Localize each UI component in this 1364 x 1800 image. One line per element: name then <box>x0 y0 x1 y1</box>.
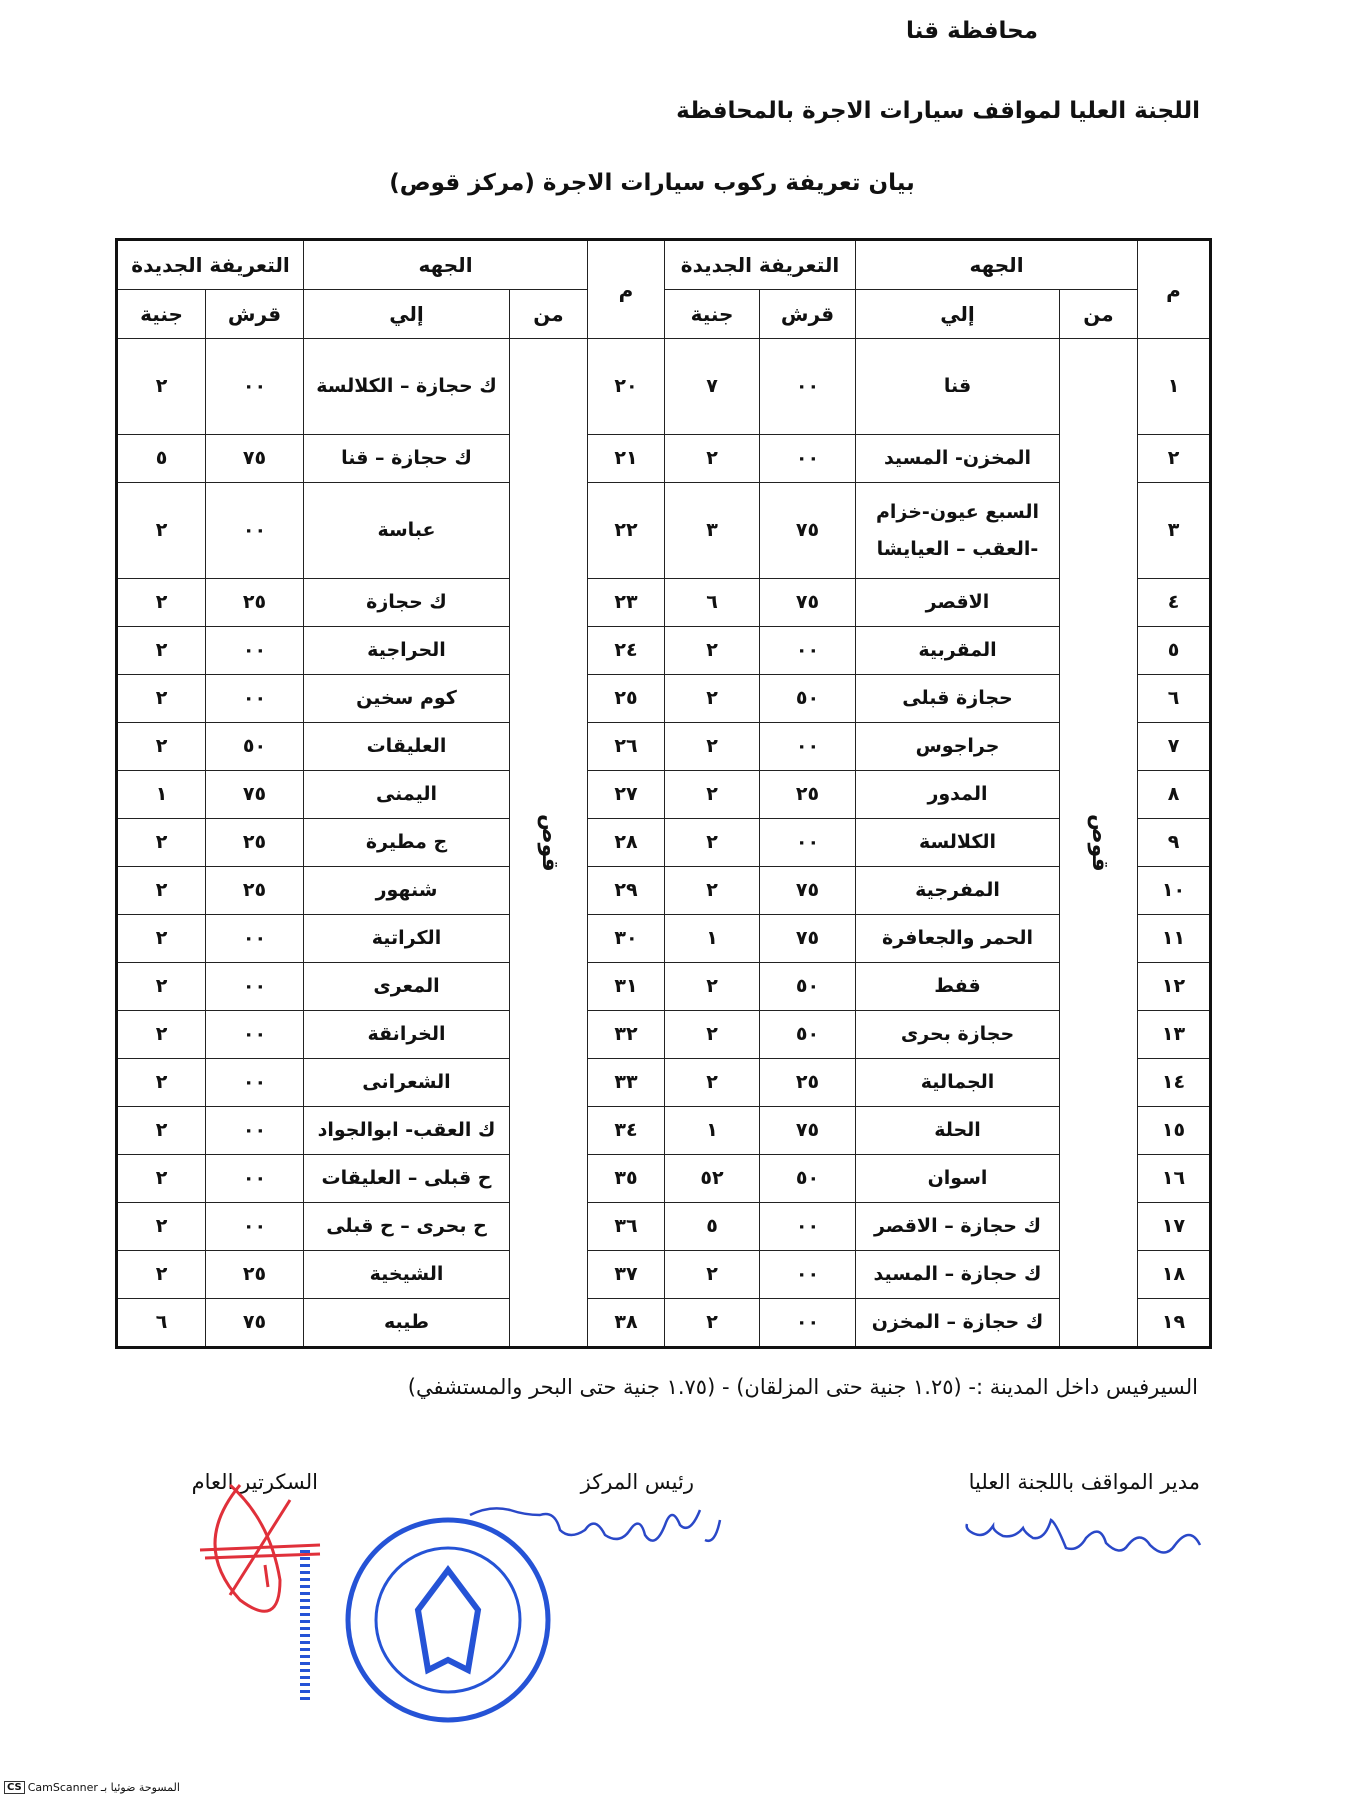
from-value: قوص <box>1086 813 1112 872</box>
fare-pound: ٢ <box>117 867 206 915</box>
destination: الشيخية <box>304 1251 510 1299</box>
fare-table-body <box>117 339 1211 1348</box>
row-number: ٣٢ <box>588 1011 665 1059</box>
fare-pound: ٢ <box>665 1299 760 1348</box>
fare-piaster: ٠٠ <box>760 627 856 675</box>
destination: ك حجازة – الكلالسة <box>304 339 510 435</box>
destination: الجمالية <box>856 1059 1060 1107</box>
row-number: ٧ <box>1138 723 1211 771</box>
destination: الحراجية <box>304 627 510 675</box>
fare-pound: ٥ <box>117 435 206 483</box>
row-number: ٣٧ <box>588 1251 665 1299</box>
table-row <box>117 579 1211 627</box>
destination: طيبه <box>304 1299 510 1348</box>
table-row <box>117 819 1211 867</box>
fare-piaster: ٢٥ <box>760 771 856 819</box>
fare-piaster: ٠٠ <box>760 1203 856 1251</box>
fare-pound: ٢ <box>665 675 760 723</box>
fare-pound: ٢ <box>117 483 206 579</box>
row-number: ٣٨ <box>588 1299 665 1348</box>
row-number: ٢ <box>1138 435 1211 483</box>
row-number: ٢٢ <box>588 483 665 579</box>
fare-piaster: ٠٠ <box>206 1155 304 1203</box>
destination: حجازة بحرى <box>856 1011 1060 1059</box>
fare-pound: ٢ <box>117 627 206 675</box>
fare-pound: ٥ <box>665 1203 760 1251</box>
destination: ك حجازة – قنا <box>304 435 510 483</box>
destination: اليمنى <box>304 771 510 819</box>
destination: المفرجية <box>856 867 1060 915</box>
destination: شنهور <box>304 867 510 915</box>
destination: الكلالسة <box>856 819 1060 867</box>
row-number: ١٨ <box>1138 1251 1211 1299</box>
document-title-text: بيان تعريفة ركوب سيارات الاجرة (مركز قوص) <box>389 170 915 196</box>
fare-pound: ٢ <box>665 1011 760 1059</box>
row-number: ٣ <box>1138 483 1211 579</box>
destination: الكراتية <box>304 915 510 963</box>
row-number: ٢٣ <box>588 579 665 627</box>
fare-pound: ٢ <box>117 675 206 723</box>
table-row <box>117 723 1211 771</box>
header-new-fare: التعريفة الجديدة <box>665 240 856 290</box>
destination: ك حجازة – الاقصر <box>856 1203 1060 1251</box>
destination: حجازة قبلى <box>856 675 1060 723</box>
row-number: ١٠ <box>1138 867 1211 915</box>
table-row <box>117 1059 1211 1107</box>
destination: المعرى <box>304 963 510 1011</box>
destination: المقربية <box>856 627 1060 675</box>
destination: جراجوس <box>856 723 1060 771</box>
destination: الاقصر <box>856 579 1060 627</box>
fare-piaster: ٧٥ <box>206 1299 304 1348</box>
manager-signature <box>967 1520 1200 1553</box>
destination: المدور <box>856 771 1060 819</box>
table-row <box>117 915 1211 963</box>
fare-piaster: ٠٠ <box>760 819 856 867</box>
fare-pound: ١ <box>117 771 206 819</box>
fare-piaster: ٥٠ <box>760 1155 856 1203</box>
fare-piaster: ٠٠ <box>206 1011 304 1059</box>
header-direction: الجهه <box>856 240 1138 290</box>
from-value: قوص <box>536 813 562 872</box>
table-row <box>117 483 1211 579</box>
fare-pound: ٢ <box>665 723 760 771</box>
row-number: ٤ <box>1138 579 1211 627</box>
destination: ك العقب- ابوالجواد <box>304 1107 510 1155</box>
row-number: ٢٥ <box>588 675 665 723</box>
destination: الخرانقة <box>304 1011 510 1059</box>
row-number: ١ <box>1138 339 1211 435</box>
fare-piaster: ٧٥ <box>760 915 856 963</box>
fare-pound: ٢ <box>117 819 206 867</box>
fare-piaster: ٠٠ <box>206 483 304 579</box>
row-number: ٣١ <box>588 963 665 1011</box>
fare-piaster: ٧٥ <box>760 579 856 627</box>
destination: ك حجازة – المخزن <box>856 1299 1060 1348</box>
signature-label-manager: مدير المواقف باللجنة العليا <box>968 1470 1200 1494</box>
fare-piaster: ٢٥ <box>206 579 304 627</box>
header-from: من <box>1060 290 1138 339</box>
official-stamp <box>305 1520 548 1720</box>
header-direction: الجهه <box>304 240 588 290</box>
destination: الحلة <box>856 1107 1060 1155</box>
fare-piaster: ٢٥ <box>206 819 304 867</box>
fare-pound: ٣ <box>665 483 760 579</box>
camscanner-app: CamScanner <box>27 1781 98 1794</box>
fare-pound: ٢ <box>665 819 760 867</box>
row-number: ٦ <box>1138 675 1211 723</box>
table-row <box>117 1155 1211 1203</box>
fare-piaster: ٠٠ <box>760 723 856 771</box>
row-number: ٢٦ <box>588 723 665 771</box>
destination: كوم سخين <box>304 675 510 723</box>
fare-table <box>115 238 1212 1349</box>
row-number: ٢٠ <box>588 339 665 435</box>
table-row <box>117 1107 1211 1155</box>
fare-pound: ٢ <box>117 1107 206 1155</box>
table-row <box>117 675 1211 723</box>
fare-piaster: ٠٠ <box>206 963 304 1011</box>
fare-piaster: ٠٠ <box>206 1203 304 1251</box>
destination: عباسة <box>304 483 510 579</box>
fare-piaster: ٠٠ <box>206 1059 304 1107</box>
document-title <box>0 170 1364 196</box>
fare-pound: ٢ <box>665 771 760 819</box>
row-number: ٢١ <box>588 435 665 483</box>
destination: الشعرانى <box>304 1059 510 1107</box>
row-number: ١٢ <box>1138 963 1211 1011</box>
row-number: ٣٦ <box>588 1203 665 1251</box>
fare-pound: ٢ <box>117 1203 206 1251</box>
fare-piaster: ٠٠ <box>206 675 304 723</box>
header-new-fare: التعريفة الجديدة <box>117 240 304 290</box>
fare-pound: ٢ <box>117 579 206 627</box>
row-number: ٣٥ <box>588 1155 665 1203</box>
fare-pound: ١ <box>665 915 760 963</box>
table-row <box>117 1011 1211 1059</box>
row-number: ٨ <box>1138 771 1211 819</box>
destination: ك حجازة – المسيد <box>856 1251 1060 1299</box>
fare-piaster: ٠٠ <box>206 339 304 435</box>
fare-piaster: ٠٠ <box>206 915 304 963</box>
fare-piaster: ٠٠ <box>760 1251 856 1299</box>
fare-piaster: ٢٥ <box>206 1251 304 1299</box>
destination: ك حجازة <box>304 579 510 627</box>
destination: العليقات <box>304 723 510 771</box>
row-number: ٣٠ <box>588 915 665 963</box>
fare-pound: ٧ <box>665 339 760 435</box>
row-number: ١٥ <box>1138 1107 1211 1155</box>
fare-piaster: ٧٥ <box>760 867 856 915</box>
fare-pound: ٦ <box>117 1299 206 1348</box>
signature-label-center-head: رئيس المركز <box>580 1470 694 1494</box>
fare-piaster: ٥٠ <box>760 963 856 1011</box>
fare-pound: ٢ <box>117 723 206 771</box>
signature-label-secretary: السكرتير العام <box>191 1470 318 1494</box>
header-piaster: قرش <box>206 290 304 339</box>
fare-piaster: ٠٠ <box>760 435 856 483</box>
fare-pound: ٢ <box>117 1155 206 1203</box>
fare-piaster: ٧٥ <box>760 1107 856 1155</box>
table-row <box>117 627 1211 675</box>
fare-pound: ٥٢ <box>665 1155 760 1203</box>
center-head-signature <box>470 1508 720 1541</box>
row-number: ١٣ <box>1138 1011 1211 1059</box>
fare-pound: ٢ <box>665 1059 760 1107</box>
row-number: ١٧ <box>1138 1203 1211 1251</box>
table-row <box>117 1203 1211 1251</box>
destination: قنا <box>856 339 1060 435</box>
row-number: ٩ <box>1138 819 1211 867</box>
row-number: ٢٤ <box>588 627 665 675</box>
governorate-heading: محافظة قنا <box>906 18 1038 44</box>
destination: الحمر والجعافرة <box>856 915 1060 963</box>
table-row <box>117 435 1211 483</box>
fare-piaster: ٧٥ <box>760 483 856 579</box>
row-number: ١٩ <box>1138 1299 1211 1348</box>
header-pound: جنية <box>665 290 760 339</box>
table-row <box>117 1251 1211 1299</box>
row-number: ٢٧ <box>588 771 665 819</box>
fare-piaster: ٠٠ <box>760 1299 856 1348</box>
table-row <box>117 771 1211 819</box>
destination: المخزن- المسيد <box>856 435 1060 483</box>
table-row <box>117 963 1211 1011</box>
fare-piaster: ٧٥ <box>206 435 304 483</box>
header-piaster: قرش <box>760 290 856 339</box>
camscanner-text: المسوحة ضوئيا بـ <box>100 1781 180 1794</box>
camscanner-watermark <box>4 1781 180 1794</box>
header-num: م <box>588 240 665 339</box>
row-number: ٥ <box>1138 627 1211 675</box>
service-note: السيرفيس داخل المدينة :- (١.٢٥ جنية حتى المزلقان) - (١.٧٥ جنية حتى البحر والمستشفي) <box>407 1375 1198 1399</box>
row-number: ٣٣ <box>588 1059 665 1107</box>
fare-piaster: ٥٠ <box>206 723 304 771</box>
fare-pound: ٢ <box>117 339 206 435</box>
fare-piaster: ٠٠ <box>206 1107 304 1155</box>
fare-piaster: ٢٥ <box>760 1059 856 1107</box>
camscanner-logo: CS <box>4 1781 25 1794</box>
header-from: من <box>510 290 588 339</box>
row-number: ١٤ <box>1138 1059 1211 1107</box>
fare-piaster: ٥٠ <box>760 1011 856 1059</box>
row-number: ٣٤ <box>588 1107 665 1155</box>
row-number: ٢٩ <box>588 867 665 915</box>
destination: اسوان <box>856 1155 1060 1203</box>
fare-pound: ٢ <box>665 963 760 1011</box>
fare-pound: ٢ <box>665 867 760 915</box>
fare-pound: ٢ <box>117 1059 206 1107</box>
header-to: إلي <box>304 290 510 339</box>
fare-piaster: ٠٠ <box>760 339 856 435</box>
fare-pound: ٦ <box>665 579 760 627</box>
signatures-and-stamp <box>0 1480 1364 1780</box>
fare-pound: ١ <box>665 1107 760 1155</box>
row-number: ٢٨ <box>588 819 665 867</box>
fare-pound: ٢ <box>665 1251 760 1299</box>
fare-pound: ٢ <box>665 435 760 483</box>
fare-pound: ٢ <box>665 627 760 675</box>
destination: ح قبلى – العليقات <box>304 1155 510 1203</box>
table-row <box>117 339 1211 435</box>
fare-pound: ٢ <box>117 963 206 1011</box>
table-row <box>117 1299 1211 1348</box>
fare-pound: ٢ <box>117 1011 206 1059</box>
row-number: ١١ <box>1138 915 1211 963</box>
committee-heading: اللجنة العليا لمواقف سيارات الاجرة بالمحافظة <box>676 98 1200 124</box>
header-to: إلي <box>856 290 1060 339</box>
fare-piaster: ٥٠ <box>760 675 856 723</box>
destination: ج مطيرة <box>304 819 510 867</box>
fare-piaster: ٢٥ <box>206 867 304 915</box>
table-row <box>117 867 1211 915</box>
destination: السبع عيون-خزام -العقب – العيايشا <box>856 483 1060 579</box>
header-pound: جنية <box>117 290 206 339</box>
fare-pound: ٢ <box>117 915 206 963</box>
destination: قفط <box>856 963 1060 1011</box>
fare-piaster: ٠٠ <box>206 627 304 675</box>
from-cell <box>510 339 588 1348</box>
fare-piaster: ٧٥ <box>206 771 304 819</box>
from-cell <box>1060 339 1138 1348</box>
row-number: ١٦ <box>1138 1155 1211 1203</box>
header-num: م <box>1138 240 1211 339</box>
fare-pound: ٢ <box>117 1251 206 1299</box>
destination: ح بحرى – ح قبلى <box>304 1203 510 1251</box>
